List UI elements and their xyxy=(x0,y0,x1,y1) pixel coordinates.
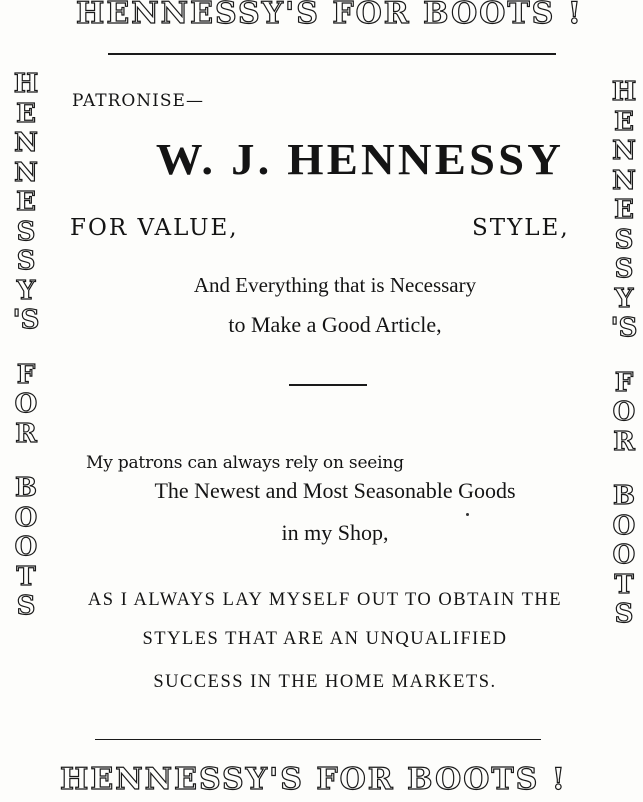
right-letter: 'S xyxy=(610,313,638,343)
patrons-line: My patrons can always rely on seeing xyxy=(86,453,404,473)
right-letter: Y xyxy=(614,283,634,314)
left-letter: O xyxy=(14,502,38,533)
left-letter: H xyxy=(13,69,39,99)
right-letter: R xyxy=(613,426,635,457)
right-letter: O xyxy=(612,540,636,570)
bottom-rule xyxy=(95,739,541,740)
right-letter: O xyxy=(612,397,636,427)
caps-line-2: STYLES THAT ARE AN UNQUALIFIED xyxy=(142,629,508,649)
ink-speck xyxy=(466,513,469,516)
middle-rule xyxy=(289,384,367,386)
left-letter: Y xyxy=(16,275,36,306)
caps-line-3: SUCCESS IN THE HOME MARKETS. xyxy=(153,672,497,692)
newest-goods-line: The Newest and Most Seasonable Goods xyxy=(154,478,516,503)
right-letter: N xyxy=(612,136,636,166)
style-text: STYLE, xyxy=(472,215,570,241)
left-letter: O xyxy=(14,389,38,419)
left-letter: B xyxy=(15,473,37,503)
right-letter: S xyxy=(614,599,634,629)
merchant-name: W. J. HENNESSY xyxy=(155,135,565,184)
left-side-column xyxy=(6,70,46,622)
for-value-text: FOR VALUE, xyxy=(70,215,239,241)
caps-line-1: AS I ALWAYS LAY MYSELF OUT TO OBTAIN THE xyxy=(87,590,563,610)
right-letter: F xyxy=(614,367,634,398)
left-letter: S xyxy=(16,591,36,621)
right-letter: N xyxy=(612,165,636,196)
left-letter: E xyxy=(16,98,36,129)
patronise-heading: PATRONISE— xyxy=(72,91,204,111)
left-letter: O xyxy=(14,532,38,562)
right-letter: H xyxy=(611,77,637,107)
right-letter: B xyxy=(613,481,635,511)
left-letter: 'S xyxy=(12,305,40,335)
everything-line: And Everything that is Necessary xyxy=(193,273,477,297)
left-letter: T xyxy=(16,561,36,592)
right-letter: S xyxy=(614,254,634,284)
right-letter: T xyxy=(614,569,634,600)
left-letter: N xyxy=(14,128,38,158)
right-gap xyxy=(604,457,643,482)
top-banner: HENNESSY'S FOR BOOTS ! xyxy=(76,0,583,31)
right-letter: S xyxy=(614,224,634,255)
left-gap xyxy=(6,336,46,361)
right-letter: O xyxy=(612,510,636,541)
left-letter: S xyxy=(16,216,36,247)
right-letter: E xyxy=(614,195,634,225)
article-line: to Make a Good Article, xyxy=(228,312,442,337)
left-letter: R xyxy=(15,418,37,449)
right-letter: E xyxy=(614,106,634,137)
left-letter: F xyxy=(16,359,36,390)
left-letter: N xyxy=(14,157,38,188)
top-rule xyxy=(108,53,556,55)
bottom-banner: HENNESSY'S FOR BOOTS ! xyxy=(60,762,567,797)
left-gap xyxy=(6,449,46,474)
shop-line: in my Shop, xyxy=(281,520,389,545)
left-letter: E xyxy=(16,187,36,217)
left-letter: S xyxy=(16,246,36,276)
right-gap xyxy=(604,344,643,369)
